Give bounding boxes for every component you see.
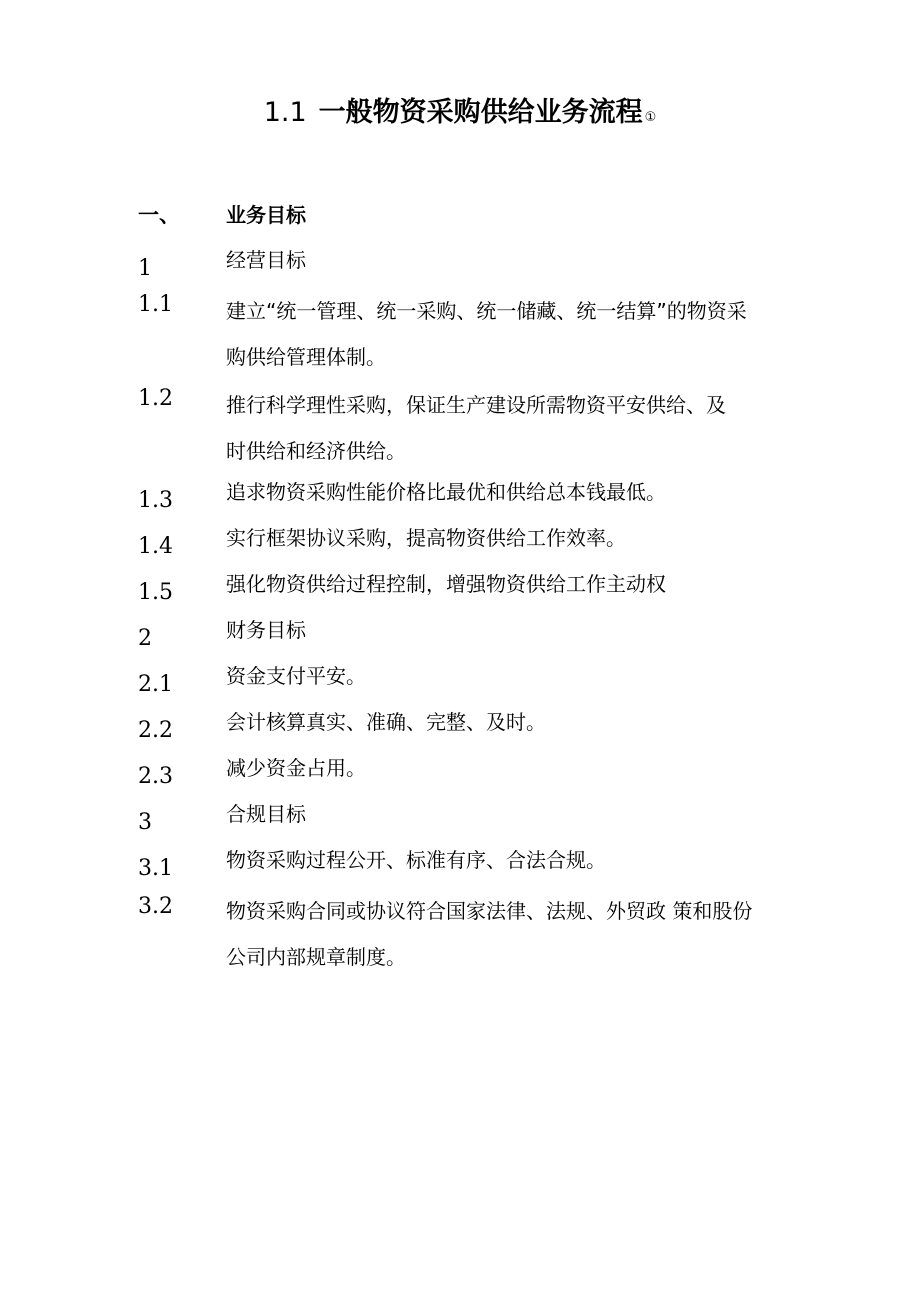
item-number: 2.3: [138, 764, 173, 789]
item-number: 2: [138, 626, 152, 651]
item-text: 资金支付平安。: [226, 664, 366, 688]
item-text: 实行框架协议采购，提高物资供给工作效率。: [226, 526, 626, 550]
item-number: 一、: [138, 203, 180, 227]
item-text: 物资采购合同或协议符合国家法律、法规、外贸政 策和股份公司内部规章制度。: [226, 899, 753, 969]
item-number: 1.3: [138, 488, 173, 513]
item-text: 减少资金占用。: [226, 756, 366, 780]
item-text: 物资采购过程公开、标准有序、合法合规。: [226, 848, 606, 872]
item-text: 推行科学理性采购，保证生产建设所需物资平安供给、及时供给和经济供给。: [226, 393, 726, 463]
item-number: 1.5: [138, 580, 173, 605]
item-number: 3.2: [138, 894, 173, 919]
title-text: 一般物资采购供给业务流程: [318, 97, 643, 128]
item-number: 1.1: [138, 292, 173, 317]
item-number: 1: [138, 256, 152, 281]
item-number: 3.1: [138, 856, 173, 881]
item-number: 1.4: [138, 534, 173, 559]
item-number: 2.2: [138, 718, 173, 743]
page-title: [0, 90, 920, 129]
item-text: 财务目标: [226, 618, 306, 642]
title-footnote-marker: ①: [644, 110, 657, 125]
item-text: 业务目标: [226, 203, 306, 227]
title-number: 1.1: [263, 97, 307, 128]
item-text: 追求物资采购性能价格比最优和供给总本钱最低。: [226, 480, 666, 504]
item-number: 2.1: [138, 672, 173, 697]
item-text: 建立“统一管理、统一采购、统一储藏、统一结算”的物资采购供给管理体制。: [226, 299, 747, 369]
item-text: 强化物资供给过程控制，增强物资供给工作主动权: [226, 572, 666, 596]
item-text: 经营目标: [226, 248, 306, 272]
item-number: 3: [138, 810, 152, 835]
item-text: 合规目标: [226, 802, 306, 826]
item-number: 1.2: [138, 386, 173, 411]
item-text: 会计核算真实、准确、完整、及时。: [226, 710, 546, 734]
